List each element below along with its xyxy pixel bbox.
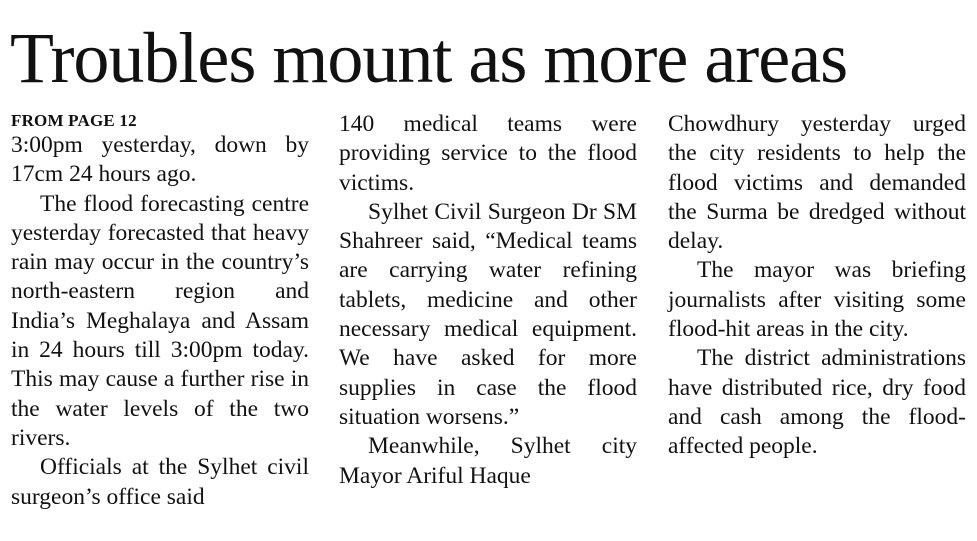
paragraph: The mayor was briefing journalists after visiting some flood-hit areas in the city. xyxy=(668,257,966,343)
paragraph: Meanwhile, Sylhet city Mayor Ariful Haque xyxy=(339,433,637,489)
article-column-1 xyxy=(11,110,309,512)
continued-from-label: FROM PAGE 12 xyxy=(11,111,137,130)
paragraph: Officials at the Sylhet civil surgeon’s office said xyxy=(11,454,309,510)
paragraph: Chowdhury yesterday urged the city residents to help the flood victims and demanded the Surma be dredged without delay. xyxy=(668,111,966,255)
article-column-3 xyxy=(668,110,966,462)
paragraph: Sylhet Civil Surgeon Dr SM Shahreer said, “Medical teams are carrying water refining tablets, medicine and other necessary medical equipment. We have asked for more supplies in case the flood situation worsens.” xyxy=(339,198,637,430)
paragraph: 3:00pm yesterday, down by 17cm 24 hours ago. xyxy=(11,132,309,188)
headline: Troubles mount as more areas xyxy=(10,18,848,98)
paragraph: The district administrations have distributed rice, dry food and cash among the flood-affected people. xyxy=(668,345,966,460)
paragraph: The flood forecasting centre yesterday forecasted that heavy rain may occur in the country’s north-eastern region and India’s Meghalaya and Assam in 24 hours till 3:00pm today. This may cause a further rise in the water levels of the two rivers. xyxy=(11,190,309,451)
paragraph: 140 medical teams were providing service to the flood victims. xyxy=(339,111,637,196)
article-column-2 xyxy=(339,110,637,491)
